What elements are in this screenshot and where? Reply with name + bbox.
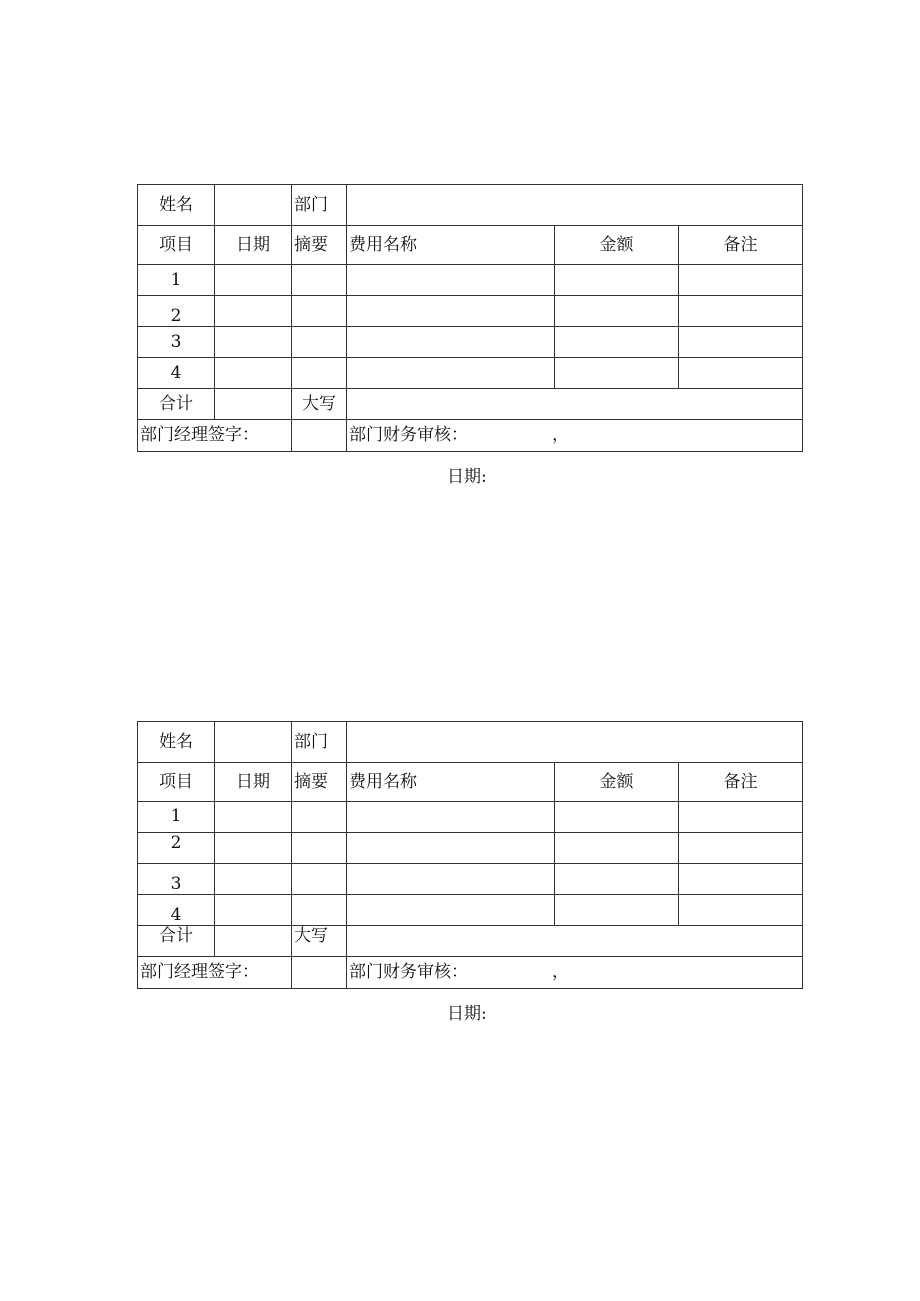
col-amount: 金额 [555,763,679,802]
amount-cell[interactable] [555,802,679,833]
summary-cell[interactable] [292,327,347,358]
column-header-row [138,226,803,265]
remark-cell[interactable] [679,327,803,358]
expense-name-cell[interactable] [347,895,555,926]
expense-name-cell[interactable] [347,265,555,296]
manager-sign-field[interactable] [292,420,347,452]
col-remark: 备注 [679,763,803,802]
total-label: 合计 [138,926,215,957]
row-number: 4 [138,895,215,926]
manager-sign-field[interactable] [292,957,347,989]
remark-cell[interactable] [679,296,803,327]
date-cell[interactable] [215,265,292,296]
col-expense-name: 费用名称 [347,763,555,802]
comma-mark: ， [552,962,569,982]
remark-cell[interactable] [679,833,803,864]
amount-cell[interactable] [555,327,679,358]
finance-review-label: 部门财务审核： [349,962,468,982]
expense-form-2 [137,721,802,989]
summary-cell[interactable] [292,802,347,833]
col-summary: 摘要 [292,763,347,802]
table-row [138,864,803,895]
dept-field[interactable] [347,185,803,226]
expense-form-1 [137,184,802,452]
col-date: 日期 [215,763,292,802]
dept-field[interactable] [347,722,803,763]
date-label: 日期: [447,467,487,487]
summary-cell[interactable] [292,358,347,389]
total-row [138,926,803,957]
dept-label: 部门 [292,722,347,763]
remark-cell[interactable] [679,802,803,833]
expense-table [137,184,803,452]
table-row [138,265,803,296]
signature-row [138,420,803,452]
remark-cell[interactable] [679,358,803,389]
expense-name-cell[interactable] [347,296,555,327]
table-row [138,327,803,358]
date-cell[interactable] [215,864,292,895]
summary-cell[interactable] [292,296,347,327]
table-row [138,895,803,926]
date-cell[interactable] [215,802,292,833]
uppercase-field[interactable] [347,926,803,957]
signature-row [138,957,803,989]
row-number: 1 [138,265,215,296]
header-row [138,185,803,226]
row-number: 3 [138,327,215,358]
summary-cell[interactable] [292,833,347,864]
table-row [138,833,803,864]
summary-cell[interactable] [292,895,347,926]
manager-sign-label: 部门经理签字： [138,957,292,989]
summary-cell[interactable] [292,864,347,895]
remark-cell[interactable] [679,864,803,895]
col-date: 日期 [215,226,292,265]
amount-cell[interactable] [555,833,679,864]
table-row [138,802,803,833]
table-row [138,296,803,327]
row-number: 3 [138,864,215,895]
row-number: 2 [138,296,215,327]
comma-mark: ， [552,425,569,445]
name-field[interactable] [215,722,292,763]
finance-review-label: 部门财务审核： [349,425,468,445]
col-expense-name: 费用名称 [347,226,555,265]
expense-name-cell[interactable] [347,327,555,358]
remark-cell[interactable] [679,895,803,926]
date-cell[interactable] [215,833,292,864]
manager-sign-label: 部门经理签字： [138,420,292,452]
uppercase-label: 大写 [292,926,347,957]
expense-name-cell[interactable] [347,833,555,864]
total-field[interactable] [215,389,292,420]
expense-name-cell[interactable] [347,864,555,895]
total-field[interactable] [215,926,292,957]
expense-table [137,721,803,989]
amount-cell[interactable] [555,864,679,895]
date-cell[interactable] [215,895,292,926]
header-row [138,722,803,763]
finance-review-cell[interactable] [347,957,803,989]
col-summary: 摘要 [292,226,347,265]
dept-label: 部门 [292,185,347,226]
column-header-row [138,763,803,802]
col-remark: 备注 [679,226,803,265]
row-number: 1 [138,802,215,833]
amount-cell[interactable] [555,296,679,327]
table-row [138,358,803,389]
date-cell[interactable] [215,296,292,327]
total-label: 合计 [138,389,215,420]
remark-cell[interactable] [679,265,803,296]
date-label: 日期: [447,1004,487,1024]
name-label: 姓名 [138,722,215,763]
row-number: 4 [138,358,215,389]
finance-review-cell[interactable] [347,420,803,452]
name-field[interactable] [215,185,292,226]
row-number: 2 [138,833,215,864]
summary-cell[interactable] [292,265,347,296]
total-row [138,389,803,420]
col-item: 项目 [138,763,215,802]
uppercase-field[interactable] [347,389,803,420]
amount-cell[interactable] [555,265,679,296]
date-cell[interactable] [215,358,292,389]
date-cell[interactable] [215,327,292,358]
uppercase-label: 大写 [292,389,347,420]
amount-cell[interactable] [555,358,679,389]
col-amount: 金额 [555,226,679,265]
col-item: 项目 [138,226,215,265]
name-label: 姓名 [138,185,215,226]
amount-cell[interactable] [555,895,679,926]
expense-name-cell[interactable] [347,802,555,833]
expense-name-cell[interactable] [347,358,555,389]
